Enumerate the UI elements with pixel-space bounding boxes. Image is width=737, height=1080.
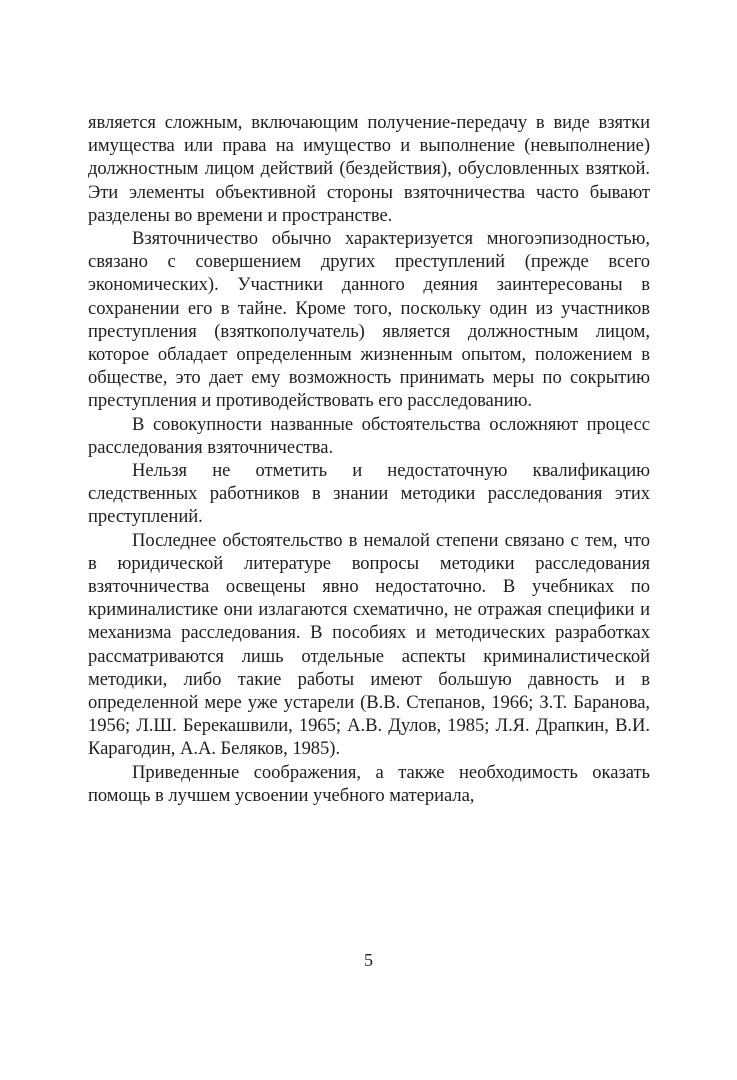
paragraph: Последнее обстоятельство в немалой степени связано с тем, что в юридической литературе вопросы методики расследования взяточничества освещены явно недостаточно. В учебниках по криминалистике они излагаются схематично, не отражая специфики и механизма расследования. В пособиях и методических разработках рассматриваются лишь отдельные аспекты криминалистической методики, либо такие работы имеют большую давность и в определенной мере уже устарели (В.В. Степанов, 1966; З.Т. Баранова, 1956; Л.Ш. Берекашвили, 1965; А.В. Дулов, 1985; Л.Я. Драпкин, В.И. Карагодин, А.А. Беляков, 1985). [88, 529, 650, 760]
body-text [88, 111, 650, 807]
paragraph: Нельзя не отметить и недостаточную квалификацию следственных работников в знании методики расследования этих преступлений. [88, 460, 650, 528]
paragraph: В совокупности названные обстоятельства осложняют процесс расследования взяточничества. [88, 413, 650, 458]
paragraph: Приведенные соображения, а также необходимость оказать помощь в лучшем усвоении учебного материала, [88, 761, 650, 806]
paragraph: Взяточничество обычно характеризуется многоэпизодностью, связано с совершением других преступлений (прежде всего экономических). Участники данного деяния заинтересованы в сохранении его в тайне. Кроме того, поскольку один из участников преступления (взяткополучатель) является должностным лицом, которое обладает определенным жизненным опытом, положением в обществе, это дает ему возможность принимать меры по сокрытию преступления и противодействовать его расследованию. [88, 228, 650, 412]
page-number: 5 [364, 950, 373, 970]
paragraph: является сложным, включающим получение-передачу в виде взятки имущества или права на имущество и выполнение (невыполнение) должностным лицом действий (бездействия), обусловленных взяткой. Эти элементы объективной стороны взяточничества часто бывают разделены во времени и пространстве. [88, 112, 650, 226]
